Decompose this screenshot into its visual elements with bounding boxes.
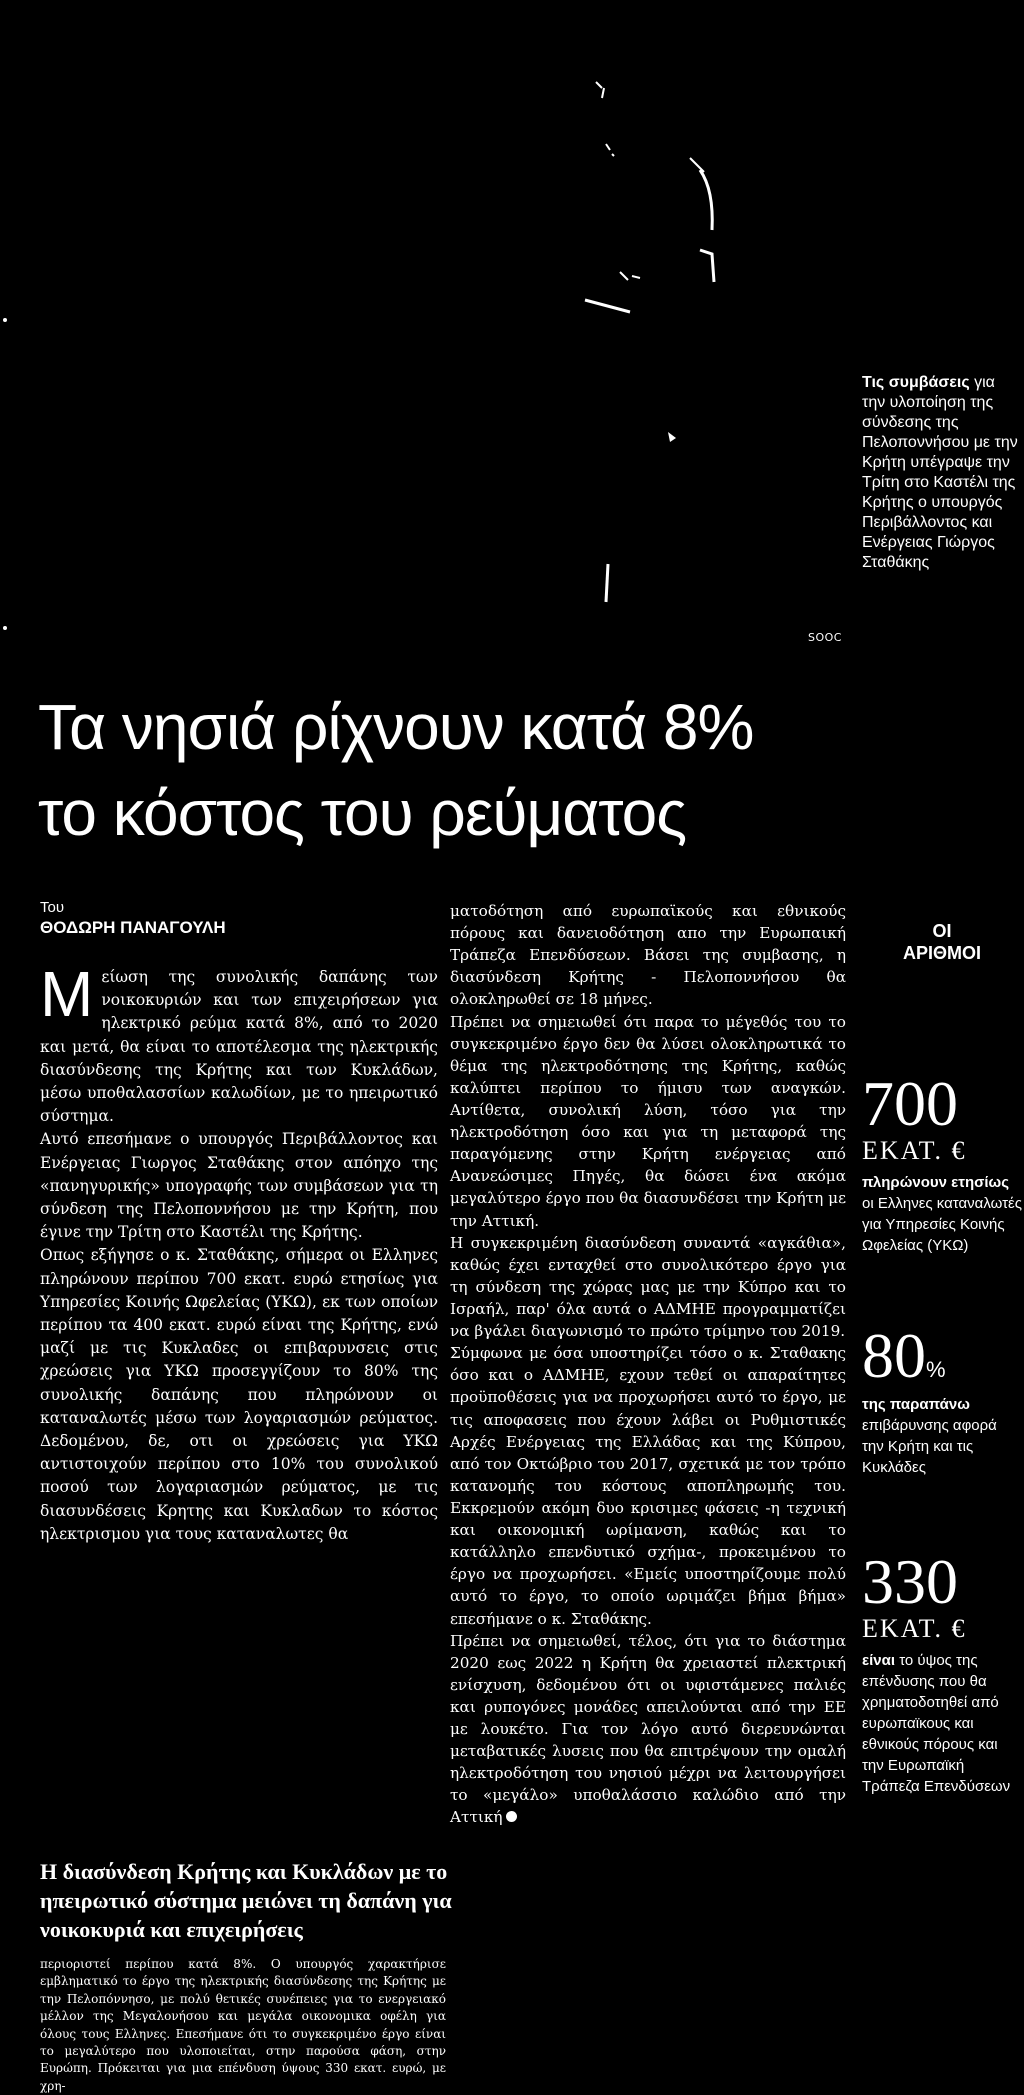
stat-value: 330 [862,1546,958,1617]
subheadline: Η διασύνδεση Κρήτης και Κυκλάδων με το ηπειρωτικό σύστημα μειώνει τη δαπάνη για νοικοκυριά και επιχειρήσεις [40,1859,452,1942]
byline-prefix: Του [40,899,65,916]
caption-lead: Τις συμβάσεις [862,374,970,391]
paragraph [450,1630,846,1829]
stat-bold: είναι [862,1652,896,1669]
headline-line-2: το κόστος του ρεύματος [38,777,687,849]
photo-image [0,0,858,660]
paragraph: Πρέπει να σημειωθεί ότι παρα το μέγεθός του το συγκεκριμένο έργο δεν θα λύσει ολοκληρωτικά το θέμα της ηλεκτροδότησης της Κρήτης, καθώς καλύπτει περίπου το ήμισυ των αναγκών. Αντίθετα, συνολική λύση, τόσο για την ηλεκτροδότηση όσο και για τη μεταφορά της παραγόμενης στην Κρήτη ενέργειας από Ανανεώσιμες Πηγές, θα δώσει ένα ακόμα μεγαλύτερο έργο που θα διασυνδέσει την Κρήτη με την Αττική. [450,1012,846,1230]
drop-cap: Μ [40,958,94,1030]
paragraph: Η συγκεκριμένη διασύνδεση συναντά «αγκάθια», καθώς έχει ενταχθεί στο συνολικότερο έργο για τη σύνδεση της χώρας μας με την Κύπρο και το Ισραήλ, παρ' όλα αυτά ο ΑΔΜΗΕ προγραμματίζει να βγάλει διαγωνισμό το πρώτο τρίμηνο του 2019. [450,1233,846,1341]
paragraph: Αυτό επεσήμανε ο υπουργός Περιβάλλοντος και Ενέργειας Γιωργος Σταθάκης στον απόηχο της «πανηγυρικής» υπογραφής των συμβάσεων για τη σύνδεση της Πελοποννήσου με την Κρήτη, που έγινε την Τρίτη στο Καστέλι της Κρήτης. [40,1130,438,1242]
stat-block [862,1546,1022,1797]
article-column-1 [40,958,438,1546]
stat-description [862,1172,1022,1256]
paragraph-text: Πρέπει να σημειωθεί, τέλος, ότι για το διάστημα 2020 εως 2022 η Κρήτη θα χρειαστεί πλεκτρική ενίσχυση, δεδομένου ότι οι υφιστάμενες παλιές και ρυπογόνες μονάδες απειλούνται από την ΕΕ με λουκέτο. Για τον λόγο αυτό διερευνώνται μεταβατικές λυσεις που θα επιτρέψουν την ομαλή ηλεκτροδότηση του νησιού μέχρι να λειτουργήσει το «μεγάλο» υποθαλάσσιο καλώδιο από την Αττική [450,1631,846,1827]
article-column-2 [450,900,846,1829]
speck [3,318,7,322]
photo-caption [862,373,1022,573]
byline-author: ΘΟΔΩΡΗ ΠΑΝΑΓΟΥΛΗ [40,918,226,937]
stat-bold: πληρώνουν ετησίως [862,1174,1010,1191]
stat-figure [862,1320,1022,1391]
headline [38,684,918,856]
stat-description [862,1394,1022,1478]
stat-unit: ΕΚΑΤ. € [862,1614,967,1643]
sidebar-title-line-1: ΟΙ [932,921,952,941]
article-column-1-continued [40,1956,446,2095]
photo-credit: SOOC [808,631,842,644]
paragraph [40,958,438,1128]
speck [3,626,7,630]
paragraph: Οπως εξήγησε ο κ. Σταθάκης, σήμερα οι Ελληνες πληρώνουν περίπου 700 εκατ. ευρώ ετησίως για Υπηρεσίες Κοινής Ωφελείας (ΥΚΩ), εκ των οποίων περίπου τα 400 εκατ. ευρώ είναι της Κρήτης, ενώ μαζί με τις Κυκλαδες οι επιβαρυνσεις στις χρεώσεις για ΥΚΩ προσεγγίζουν το 80% της συνολικής δαπάνης που πληρώνουν οι καταναλωτές μέσω των λογαριασμών ρεύματος. Δεδομένου, δε, οτι οι χρεώσεις για ΥΚΩ αντιστοιχούν περίπου στο 10% του συνολικού ποσού των λογαριασμών ρεύματος, με τις διασυνδέσεις Κρητης και Κυκλαδων το κόστος ηλεκτρισμου για τους καταναλωτες θα [40,1246,438,1543]
sidebar-title-line-2: ΑΡΙΘΜΟΙ [902,943,981,963]
stat-block [862,1320,1022,1478]
stat-description [862,1650,1022,1797]
stat-block [862,1068,1022,1256]
byline [40,899,226,938]
stat-value: 80 [862,1320,926,1391]
article-photo [0,0,858,660]
stat-unit: % [926,1357,946,1382]
stat-text: το ύψος της επένδυσης που θα χρηματοδοτηθεί από ευρωπαϊκους και εθνικούς πόρους και την Ευρωπαϊκή Τράπεζα Επενδύσεων [862,1652,1011,1795]
stat-text: οι Ελληνες καταναλωτές για Υπηρεσίες Κοινής Ωφελείας (ΥΚΩ) [862,1195,1022,1254]
stat-bold: της παραπάνω [862,1396,970,1413]
stat-text: επιβάρυνσης αφορά την Κρήτη και τις Κυκλάδες [862,1417,997,1476]
end-bullet-icon [506,1811,517,1822]
stat-unit: ΕΚΑΤ. € [862,1136,967,1165]
paragraph-text: είωση της συνολικής δαπάνης των νοικοκυριών και των επιχειρήσεων για ηλεκτρικό ρεύμα κατά 8%, από το 2020 και μετά, θα είναι το αποτέλεσμα της ηλεκτρικής διασύνδεσης της Κρήτης και των Κυκλάδων, μέσω υποθαλασσίων καλωδίων, με το ηπειρωτικό σύστημα. [40,968,438,1126]
caption-text: για την υλοποίηση της σύνδεσης της Πελοποννήσου με την Κρήτη υπέγραψε την Τρίτη στο Καστέλι της Κρήτης ο υπουργός Περιβάλλοντος και Ενέργειας Γιώργος Σταθάκης [862,374,1018,571]
paragraph: περιοριστεί περίπου κατά 8%. Ο υπουργός χαρακτήρισε εμβληματικό το έργο της ηλεκτρικής διασύνδεσης της Κρήτης με την Πελοπόννησο, με πολύ θετικές συνέπειες για το ενεργειακό μέλλον της Μεγαλονήσου και μεγάλα οικονομικα οφέλη για όλους τους Ελληνες. Επεσήμανε ότι το συγκεκριμένο έργο είναι το μεγαλύτερο που υλοποιείται, στην παρούσα φάση, στην Ευρώπη. Πρόκειται για μια επένδυση ύψους 330 εκατ. ευρώ, με χρη- [40,1957,446,2093]
paragraph: Σύμφωνα με όσα υποστηρίζει τόσο ο κ. Σταθακης όσο και ο ΑΔΜΗΕ, εχουν τεθεί οι απαραίτητες προϋποθέσεις για να προχωρήσει αυτό το έργο, με τις αποφασεις που έχουν λάβει οι Ρυθμιστικές Αρχές Ενέργειας της Ελλάδας και της Κύπρου, από τον Οκτώβριο του 2017, σχετικά με τον τρόπο κατανομής του κόστους αποπληρωμής του. Εκκρεμούν ακόμη δυο κρισιμες φάσεις -η τεχνική και οικονομική ωρίμανση, καθώς και το κατάλληλο επενδυτικό σχήμα-, προκειμένου το έργο να προχωρήσει. «Εμείς υποστηρίζουμε πολύ αυτό το έργο, το οποίο ωριμάζει βήμα βήμα» επεσήμανε ο κ. Σταθάκης. [450,1344,846,1628]
paragraph: ματοδότηση από ευρωπαϊκούς και εθνικούς πόρους και δανειοδότηση απο την Ευρωπαική Τράπεζα Επενδύσεων. Βάσει της συμβασης, η διασύνδεση Κρήτης - Πελοποννήσου θα ολοκληρωθεί σε 18 μήνες. [450,902,846,1009]
stat-value: 700 [862,1068,958,1139]
sidebar-title [862,920,1022,964]
headline-line-1: Τα νησιά ρίχνουν κατά 8% [38,691,754,763]
